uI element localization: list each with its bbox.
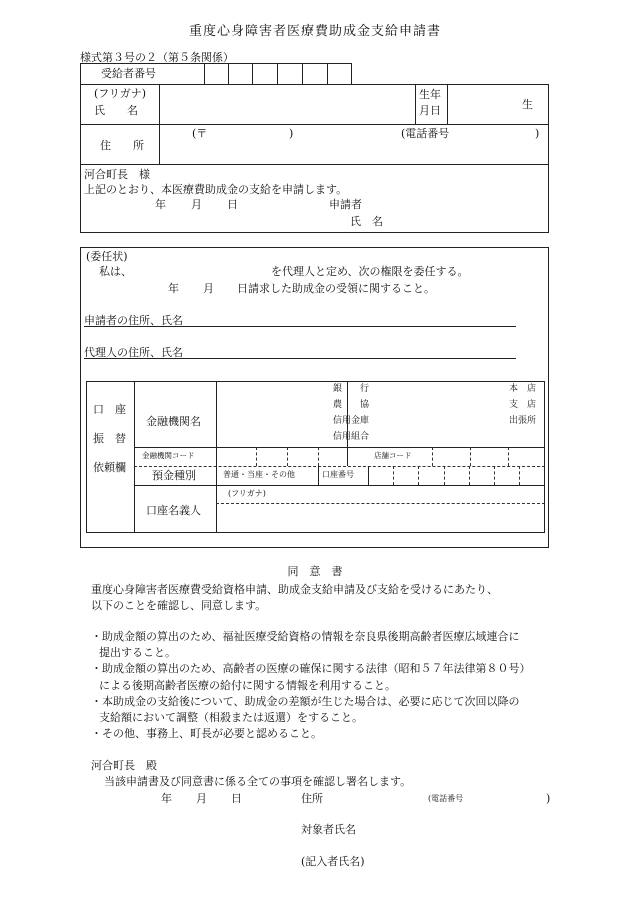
bank-type-agri: 農 協 <box>333 400 370 410</box>
consent-address-input[interactable] <box>326 789 424 805</box>
consent-heading: 同 意 書 <box>287 565 343 578</box>
delegation-line1-prefix: 私は、 <box>99 265 132 278</box>
branch-code-input[interactable] <box>433 448 544 465</box>
account-number-input[interactable] <box>369 467 544 484</box>
delegation-month: 月 <box>203 282 214 295</box>
holder-furigana-label: (フリガナ) <box>228 489 266 498</box>
consent-phone-close: ) <box>546 792 551 805</box>
birth-label-2: 月日 <box>419 104 441 117</box>
delegation-line2-suffix: 日請求した助成金の受領に関すること。 <box>237 282 435 295</box>
request-body: 上記のとおり、本医療費助成金の支給を申請します。 <box>84 183 348 196</box>
birth-suffix: 生 <box>522 98 533 111</box>
consent-item-1-line1: ・助成金額の算出のため、福祉医療受給資格の情報を奈良県後期高齢者医療広域連合に <box>91 630 520 643</box>
request-addressee: 河合町長 様 <box>84 168 150 181</box>
holder-label: 口座名義人 <box>146 504 201 517</box>
consent-item-2-line2: による後期高齢者医療の給付に関する情報を利用すること。 <box>99 679 396 692</box>
writer-name-label: (記入者氏名) <box>301 855 365 868</box>
deposit-type-label: 預金種別 <box>152 469 196 482</box>
consent-phone: (電話番号 <box>428 794 464 803</box>
branch-code-label: 店舗コード <box>374 451 412 460</box>
postal-close: ) <box>289 127 294 140</box>
phone-label: (電話番号 <box>401 127 450 140</box>
name-input[interactable] <box>161 86 413 122</box>
delegation-heading: (委任状) <box>86 250 128 263</box>
request-month: 月 <box>191 198 202 211</box>
consent-year: 年 <box>161 792 172 805</box>
consent-item-1-line2: 提出すること。 <box>99 646 176 659</box>
request-signature-input[interactable] <box>392 212 542 230</box>
request-day: 日 <box>227 198 238 211</box>
institution-code-label: 金融機関コード <box>142 451 195 460</box>
address-label: 住 所 <box>100 139 144 152</box>
holder-name-input[interactable] <box>218 505 544 532</box>
institution-code-input[interactable] <box>217 448 346 465</box>
bank-side-label-2: 振 替 <box>93 432 126 445</box>
request-year: 年 <box>155 198 166 211</box>
page-title: 重度心身障害者医療費助成金支給申請書 <box>188 24 441 39</box>
consent-item-4-line1: ・その他、事務上、町長が必要と認めること。 <box>91 727 322 740</box>
deposit-type-options[interactable]: 普通・当座・その他 <box>223 470 295 479</box>
subject-name-input[interactable] <box>360 820 540 836</box>
consent-month: 月 <box>196 792 207 805</box>
form-number: 様式第３号の２（第５条関係） <box>80 51 234 64</box>
institution-name-input[interactable] <box>218 383 326 445</box>
consent-item-2-line1: ・助成金額の算出のため、高齢者の医療の確保に関する法律（昭和５７年法律第８０号） <box>91 662 531 675</box>
agent-address-input[interactable] <box>190 343 516 358</box>
consent-item-3-line2: 支給額において調整（相殺または返還）をすること。 <box>99 711 363 724</box>
consent-item-3-line1: ・本助成金の支給後について、助成金の差額が生じた場合は、必要に応じて次回以降の <box>91 695 520 708</box>
delegation-applicant-line: 申請者の住所、氏名 <box>84 314 183 327</box>
delegation-line1-suffix: を代理人と定め、次の権限を委任する。 <box>271 265 469 278</box>
branch-type-branch: 支 店 <box>509 400 537 410</box>
recipient-number-label: 受給者番号 <box>101 67 156 80</box>
birth-label-1: 生年 <box>419 88 441 101</box>
consent-day: 日 <box>231 792 242 805</box>
bank-side-label-3: 依頼欄 <box>93 461 126 474</box>
bank-type-shinkumi: 信用組合 <box>333 432 370 442</box>
institution-label: 金融機関名 <box>146 415 201 428</box>
delegation-year: 年 <box>168 282 179 295</box>
request-applicant: 申請者 <box>329 198 362 211</box>
subject-name-label: 対象者氏名 <box>301 823 356 836</box>
birth-date-input[interactable] <box>449 86 519 122</box>
request-name: 氏 名 <box>350 215 383 228</box>
bank-type-bank: 銀 行 <box>333 384 370 394</box>
branch-type-office: 出張所 <box>509 416 537 426</box>
bank-side-label-1: 口 座 <box>93 403 126 416</box>
applicant-address-input[interactable] <box>190 311 516 326</box>
account-number-label: 口座番号 <box>322 470 354 479</box>
recipient-number-input[interactable] <box>204 64 351 84</box>
agent-name-input[interactable] <box>135 263 265 279</box>
branch-type-main: 本 店 <box>509 384 537 394</box>
delegation-agent-line: 代理人の住所、氏名 <box>84 346 183 359</box>
consent-confirm: 当該申請書及び同意書に係る全ての事項を確認し署名します。 <box>104 775 412 788</box>
consent-intro-2: 以下のことを確認し、同意します。 <box>91 599 267 612</box>
branch-name-input[interactable] <box>349 383 499 445</box>
consent-address: 住所 <box>301 792 323 805</box>
consent-intro-1: 重度心身障害者医療費受給資格申請、助成金支給申請及び支給を受けるにあたり、 <box>91 583 498 596</box>
postal-open: (〒 <box>192 127 208 140</box>
bank-type-shinkin: 信用金庫 <box>333 416 370 426</box>
address-input[interactable] <box>161 142 547 163</box>
writer-name-input[interactable] <box>370 852 540 868</box>
name-label: 氏 名 <box>94 104 138 117</box>
consent-addressee: 河合町長 殿 <box>91 759 157 772</box>
furigana-label: (フリガナ) <box>94 87 147 100</box>
phone-close: ) <box>535 127 540 140</box>
